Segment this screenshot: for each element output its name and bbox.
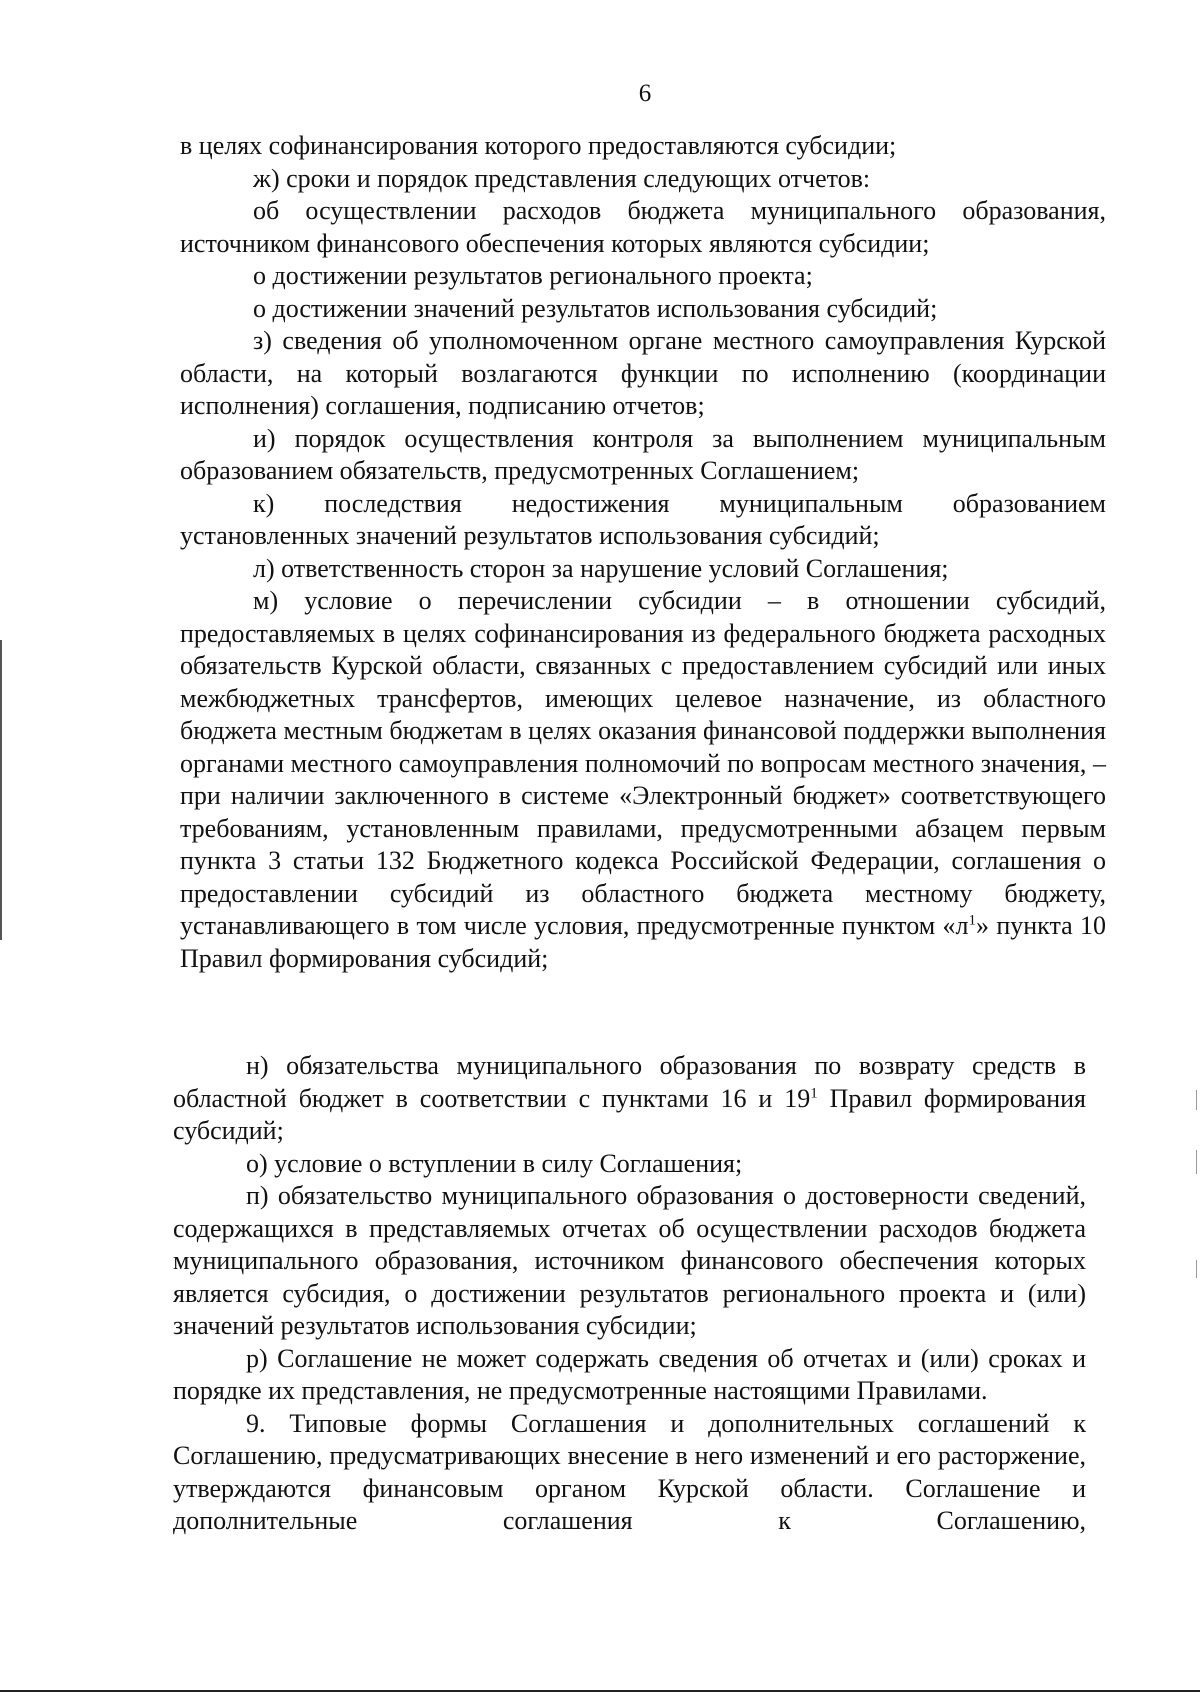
paragraph: ж) сроки и порядок представления следующих отчетов: bbox=[253, 163, 871, 193]
paragraph: о достижении результатов регионального проекта; bbox=[253, 261, 813, 290]
scan-edge-left bbox=[0, 640, 2, 940]
paragraph: и) порядок осуществления контроля за выполнением муниципальным образованием обязательств, предусмотренных Соглашением; bbox=[180, 423, 1106, 485]
scan-edge-bottom bbox=[0, 1690, 1200, 1692]
scan-mark bbox=[1196, 1090, 1197, 1110]
text-block-upper bbox=[180, 130, 1106, 975]
superscript: 1 bbox=[968, 912, 976, 929]
paragraph: п) обязательство муниципального образования о достоверности сведений, содержащихся в представляемых отчетах об осуществлении расходов бюджета муниципального образования, источником финансового обеспечения которых является субсидия, о достижении результатов регионального проекта и (или) значений результатов использования субсидии; bbox=[173, 1181, 1086, 1340]
paragraph: о) условие о вступлении в силу Соглашения; bbox=[246, 1148, 743, 1178]
paragraph bbox=[180, 585, 1106, 975]
scan-mark bbox=[1196, 1150, 1197, 1174]
paragraph: 9. Типовые формы Соглашения и дополнительных соглашений к Соглашению, предусматривающих внесение в него изменений и его расторжение, утверждаются финансовым органом Курской области. Соглашение и дополнительные соглашения к Соглашению, bbox=[173, 1408, 1086, 1535]
paragraph: р) Соглашение не может содержать сведения об отчетах и (или) сроках и порядке их представления, не предусмотренные настоящими Правилами. bbox=[173, 1343, 1086, 1405]
superscript: 1 bbox=[810, 1084, 818, 1101]
paragraph-text: н) обязательства муниципального образования по возврату средств в областной бюджет в соответствии с пунктами 16 и 19 bbox=[173, 1051, 1086, 1113]
scan-mark bbox=[1196, 1260, 1197, 1278]
text-block-lower bbox=[173, 1050, 1086, 1538]
paragraph: о достижении значений результатов использования субсидий; bbox=[253, 293, 938, 323]
paragraph bbox=[173, 1050, 1086, 1148]
paragraph: л) ответственность сторон за нарушение условий Соглашения; bbox=[253, 553, 949, 583]
paragraph-text: » пункта 10 Правил формирования субсидий; bbox=[180, 911, 1107, 973]
paragraph-text: м) условие о перечислении субсидии – в отношении субсидий, предоставляемых в целях софинансирования из федерального бюджета расходных обязательств Курской области, связанных с предоставлением субсидий или иных межбюджетных трансфертов, имеющих целевое назначение, из областного бюджета местным бюджетам в целях оказания финансовой поддержки выполнения органами местного самоуправления полномочий по вопросам местного значения, – при наличии заключенного в системе «Электронный бюджет» соответствующего требованиям, установленным правилами, предусмотренными абзацем первым пункта 3 статьи 132 Бюджетного кодекса Российской Федерации, соглашения о предоставлении субсидий из областного бюджета местному бюджету, устанавливающего в том числе условия, предусмотренные пунктом «л bbox=[180, 586, 1106, 940]
page-number: 6 bbox=[638, 80, 652, 107]
paragraph: к) последствия недостижения муниципальным образованием установленных значений результатов использования субсидий; bbox=[180, 488, 1106, 550]
paragraph-text: Правил формирования субсидий; bbox=[173, 1083, 1086, 1145]
paragraph: в целях софинансирования которого предоставляются субсидии; bbox=[180, 131, 897, 160]
paragraph: об осуществлении расходов бюджета муниципального образования, источником финансового обеспечения которых являются субсидии; bbox=[180, 196, 1106, 258]
paragraph: з) сведения об уполномоченном органе местного самоуправления Курской области, на который возлагаются функции по исполнению (координации исполнения) соглашения, подписанию отчетов; bbox=[180, 326, 1106, 420]
